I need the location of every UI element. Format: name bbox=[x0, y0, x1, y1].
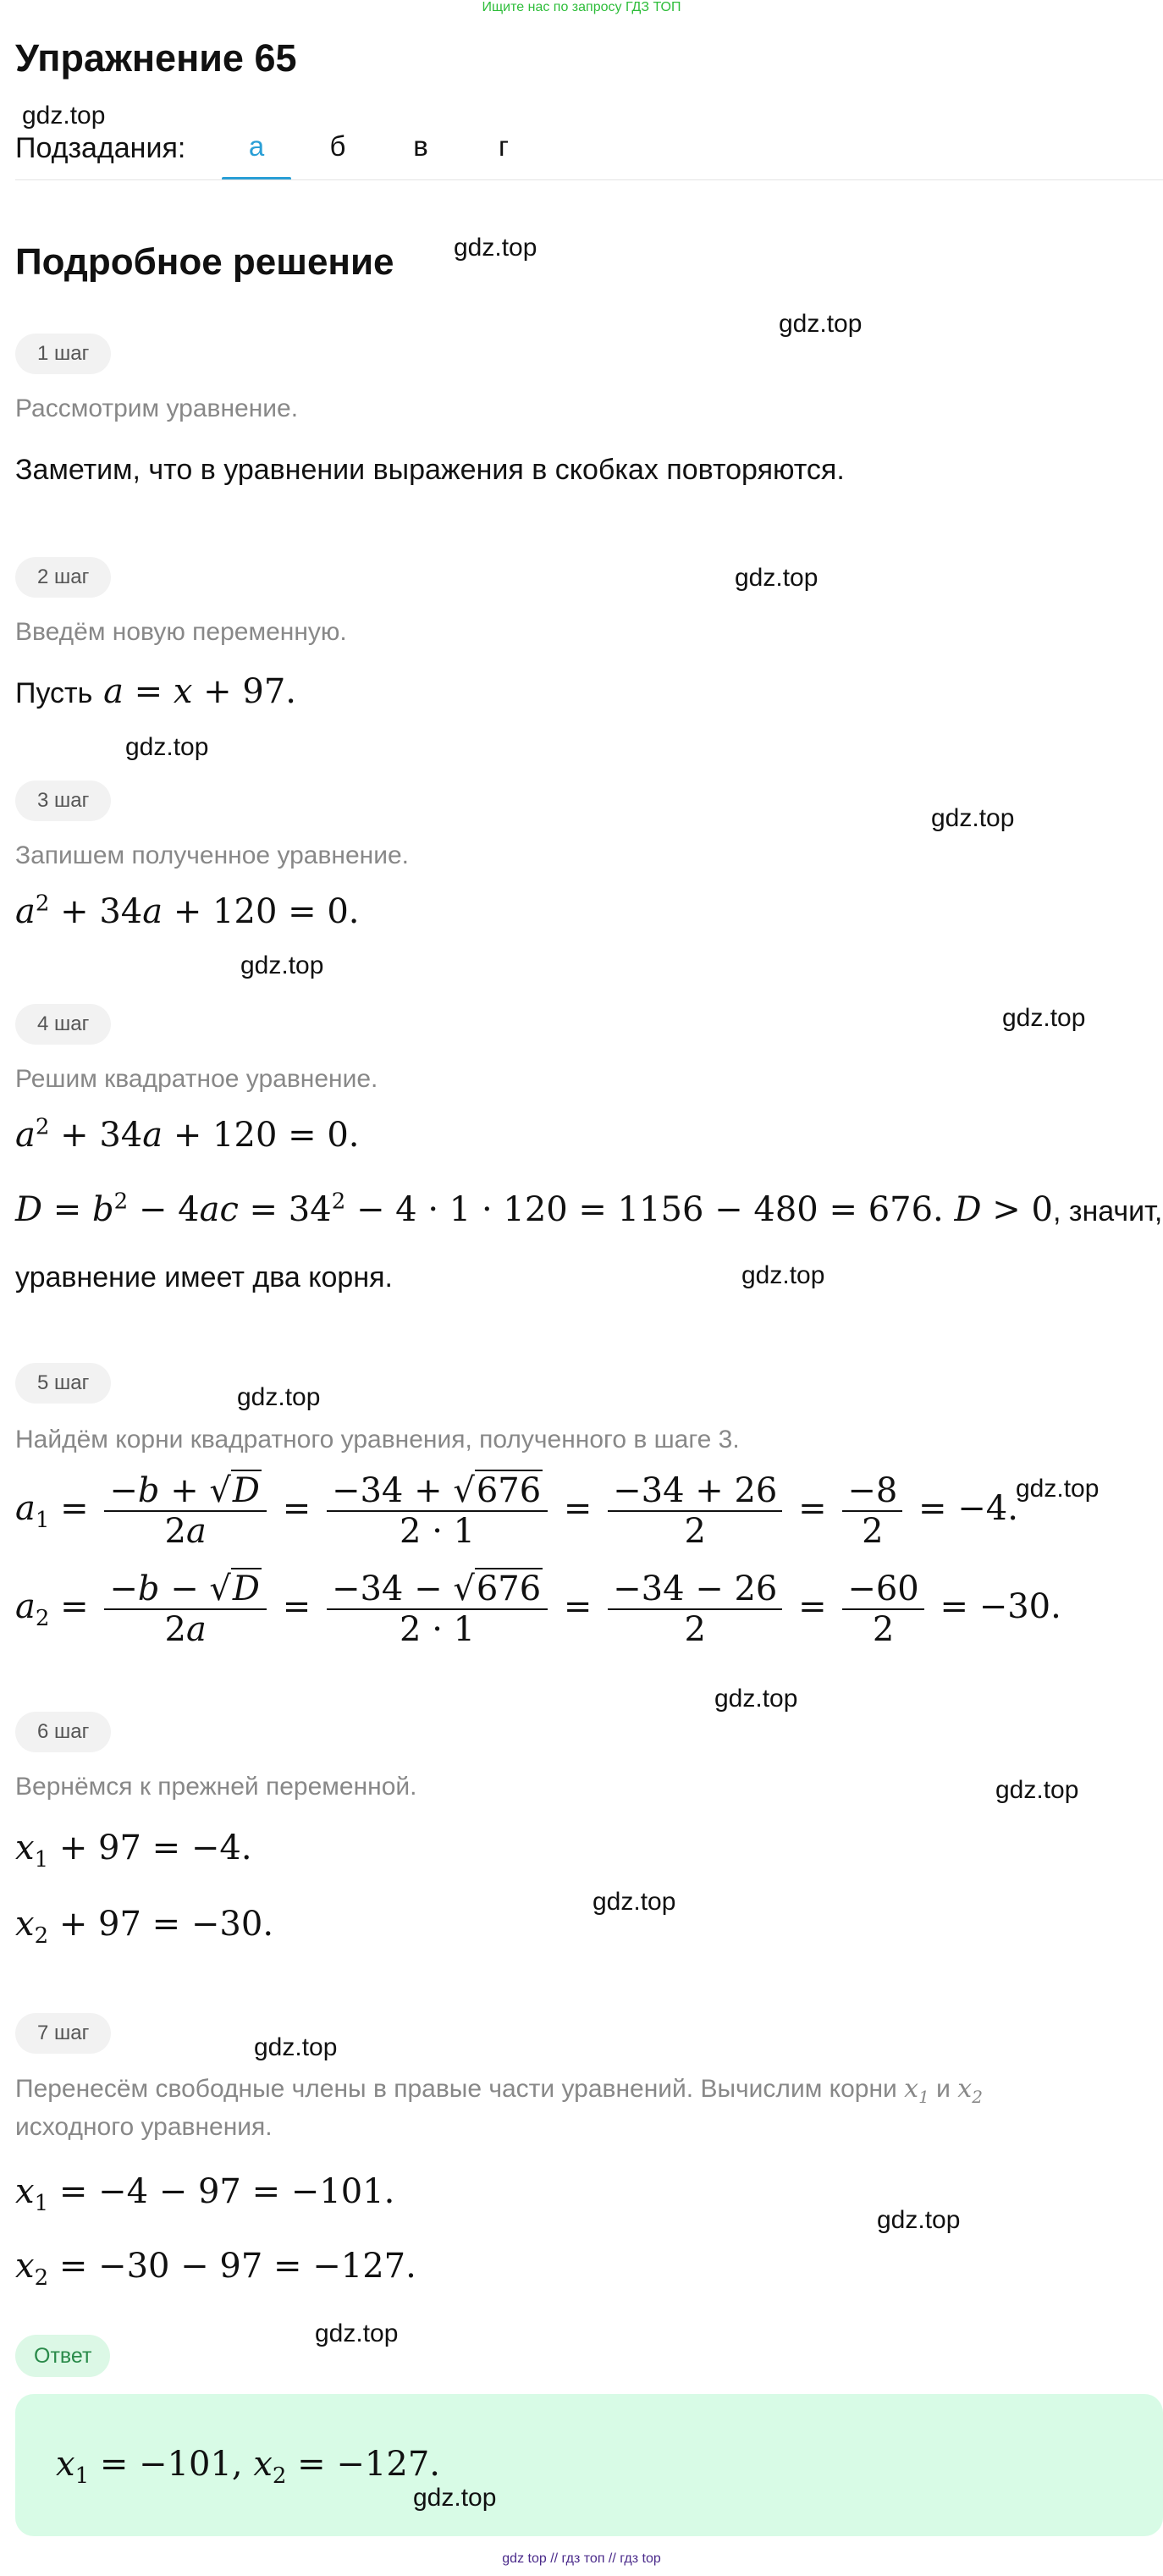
watermark: gdz.top bbox=[593, 1888, 676, 1916]
root-a1-formula: $a_1$ = $\frac{-b + √D}{2a}$ = $\frac{-34 + √676}{2 \cdot 1}$ = $\frac{-34 + 26}{2}$ = $\frac{-8}{2}$ = −4. bbox=[15, 1471, 1018, 1551]
page-title: Упражнение 65 bbox=[15, 36, 297, 80]
step-4-mid-text: , значит, bbox=[1052, 1195, 1163, 1227]
watermark: gdz.top bbox=[741, 1261, 825, 1289]
step-1-badge: 1 шаг bbox=[15, 334, 111, 374]
step-2-prefix: Пусть bbox=[15, 677, 93, 709]
watermark: gdz.top bbox=[1002, 1004, 1086, 1032]
tab-v[interactable]: в bbox=[413, 130, 428, 162]
step-4-equation: $a^2 + 34a + 120 = 0$. bbox=[15, 1114, 360, 1155]
step-3-desc: Запишем полученное уравнение. bbox=[15, 841, 410, 869]
tab-a[interactable]: а bbox=[248, 130, 265, 162]
watermark: gdz.top bbox=[995, 1776, 1079, 1804]
step-7-desc: Перенесём свободные члены в правые части уравнений. Вычислим корни $x_1$ и $x_2$ bbox=[15, 2074, 983, 2107]
watermark: gdz.top bbox=[315, 2320, 399, 2347]
step-6-eq2: $x_2 + 97 = -30$. bbox=[15, 1905, 274, 1949]
step-7-eq2: $x_2 = -30 - 97 = -127$. bbox=[15, 2247, 416, 2291]
step-4-badge: 4 шаг bbox=[15, 1004, 111, 1045]
step-6-eq1: $x_1 + 97 = -4$. bbox=[15, 1829, 252, 1873]
step-7-desc-line2: исходного уравнения. bbox=[15, 2113, 273, 2141]
step-6-badge: 6 шаг bbox=[15, 1712, 111, 1752]
top-notice[interactable]: Ищите нас по запросу ГДЗ ТОП bbox=[482, 0, 681, 14]
watermark: gdz.top bbox=[877, 2206, 961, 2234]
step-2-formula: Пусть a = x + 97. bbox=[15, 672, 296, 711]
step-7-desc-line1: Перенесём свободные члены в правые части уравнений. Вычислим корни bbox=[15, 2075, 897, 2103]
watermark: gdz.top bbox=[714, 1685, 798, 1713]
step-3-badge: 3 шаг bbox=[15, 781, 111, 821]
answer-badge: Ответ bbox=[15, 2335, 110, 2377]
watermark: gdz.top bbox=[125, 733, 209, 761]
step-6-desc: Вернёмся к прежней переменной. bbox=[15, 1773, 417, 1801]
watermark: gdz.top bbox=[240, 952, 324, 979]
footer-links[interactable]: gdz top // гдз топ // гдз top bbox=[502, 2551, 661, 2566]
answer-box bbox=[15, 2394, 1163, 2536]
step-7-badge: 7 шаг bbox=[15, 2013, 111, 2054]
step-3-formula: $a^2 + 34a + 120 = 0$. bbox=[15, 891, 360, 931]
watermark: gdz.top bbox=[1016, 1475, 1100, 1503]
step-4-discriminant: $D = b^2 - 4ac = 34^2 - 4 \cdot 1 \cdot 120 = 1156 - 480 = 676$. D > 0, значит, bbox=[15, 1189, 1163, 1229]
watermark: gdz.top bbox=[931, 804, 1015, 832]
step-5-desc: Найдём корни квадратного уравнения, полученного в шаге 3. bbox=[15, 1426, 740, 1453]
step-4-desc: Решим квадратное уравнение. bbox=[15, 1065, 378, 1093]
watermark: gdz.top bbox=[22, 102, 106, 130]
root-a2-formula: $a_2$ = $\frac{-b - √D}{2a}$ = $\frac{-34 - √676}{2 \cdot 1}$ = $\frac{-34 - 26}{2}$ = $\frac{-60}{2}$ = −30. bbox=[15, 1569, 1061, 1649]
step-2-badge: 2 шаг bbox=[15, 557, 111, 598]
tabs-divider bbox=[15, 179, 1163, 180]
step-7-eq1: $x_1 = -4 - 97 = -101$. bbox=[15, 2172, 395, 2216]
step-1-text: Заметим, что в уравнении выражения в скобках повторяются. bbox=[15, 454, 845, 486]
tab-g[interactable]: г bbox=[498, 130, 510, 162]
subtasks-label: Подзадания: bbox=[15, 132, 186, 164]
tab-b[interactable]: б bbox=[329, 130, 346, 162]
step-2-desc: Введём новую переменную. bbox=[15, 618, 347, 646]
section-title: Подробное решение bbox=[15, 241, 394, 283]
step-1-desc: Рассмотрим уравнение. bbox=[15, 394, 299, 422]
watermark: gdz.top bbox=[735, 564, 819, 592]
step-7-desc-and: и bbox=[936, 2075, 951, 2103]
answer-formula: $x_1 = -101$, $x_2 = -127$. bbox=[56, 2445, 440, 2489]
watermark: gdz.top bbox=[237, 1383, 321, 1411]
watermark: gdz.top bbox=[254, 2033, 338, 2061]
step-5-badge: 5 шаг bbox=[15, 1363, 111, 1404]
watermark: gdz.top bbox=[413, 2484, 497, 2512]
step-4-text: уравнение имеет два корня. bbox=[15, 1261, 393, 1294]
watermark: gdz.top bbox=[779, 310, 863, 338]
watermark: gdz.top bbox=[454, 234, 537, 262]
